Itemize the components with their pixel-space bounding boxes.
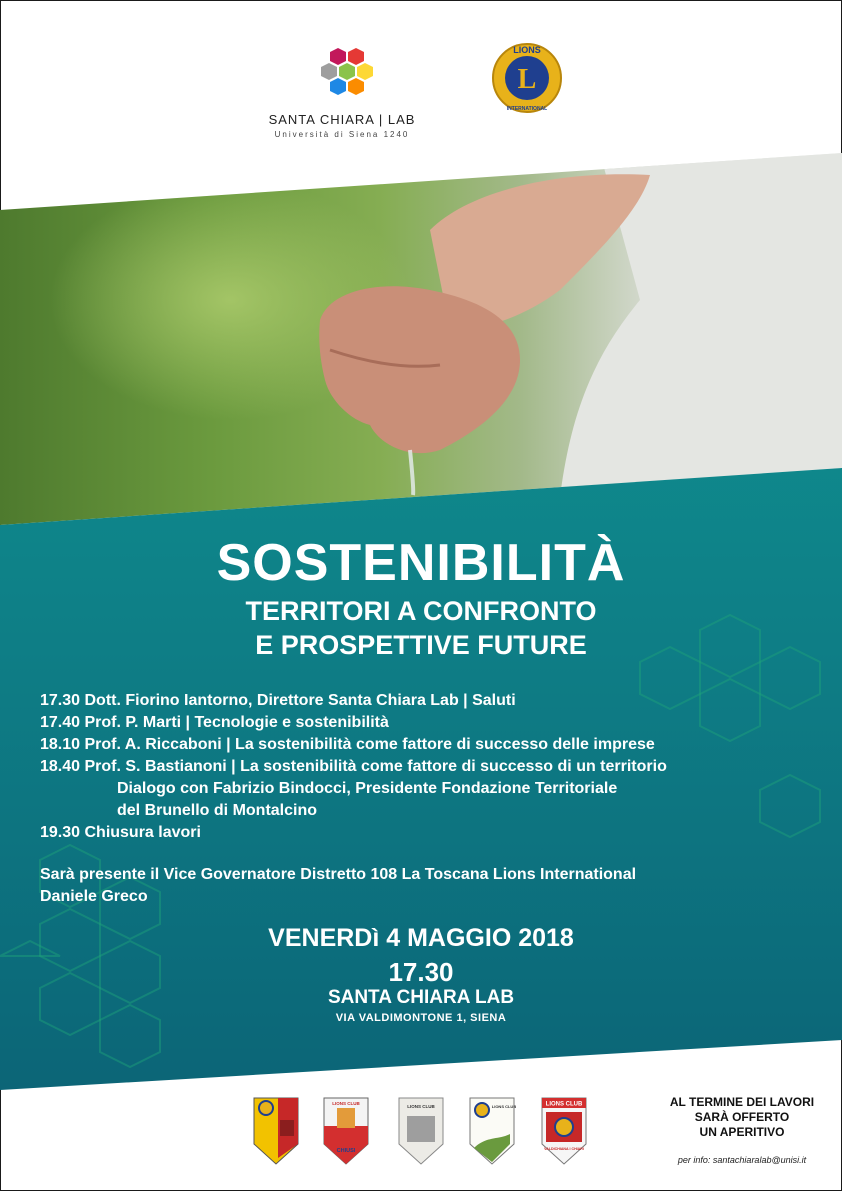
presence-line-2: Daniele Greco [40, 888, 148, 905]
hexagon-cluster-icon [262, 48, 422, 110]
pennant-label: VALDICHIANA I CHIARI [544, 1147, 584, 1151]
presence-line-1: Sarà presente il Vice Governatore Distretto 108 La Toscana Lions International [40, 866, 637, 883]
pennant-label: LIONS CLUB [545, 1101, 583, 1108]
pennant-label: LIONS CLUB [407, 1104, 435, 1109]
contact-info: per info: santachiaralab@unisi.it [677, 1155, 807, 1165]
event-subtitle-line-2: E PROSPETTIVE FUTURE [255, 630, 587, 660]
aperitivo-note [652, 1095, 832, 1140]
program-item: 17.40 Prof. P. Marti | Tecnologie e sostenibilità [40, 714, 389, 731]
event-title: SOSTENIBILITÀ [216, 534, 626, 592]
program-item: 18.40 Prof. S. Bastianoni | La sostenibilità come fattore di successo di un territorio [40, 758, 667, 775]
lions-club-valdichiana-pennant [540, 1096, 588, 1166]
lions-international-logo [487, 38, 567, 118]
pennant-label: CHIUSI [336, 1148, 356, 1154]
program-sub-item: del Brunello di Montalcino [117, 802, 317, 819]
event-program [40, 690, 667, 844]
lions-club-pennant-1 [252, 1096, 300, 1166]
santa-chiara-name: SANTA CHIARA | LAB [268, 112, 416, 127]
event-time: 17.30 [388, 957, 454, 987]
aperitivo-line-3: UN APERITIVO [699, 1125, 785, 1139]
santa-chiara-lab-logo [262, 48, 422, 148]
event-subtitle [0, 594, 842, 662]
santa-chiara-subtitle: Università di Siena 1240 [274, 130, 410, 139]
program-item: 18.10 Prof. A. Riccaboni | La sostenibilità come fattore di successo delle imprese [40, 736, 655, 753]
event-subtitle-line-1: TERRITORI A CONFRONTO [245, 596, 597, 626]
program-item: 19.30 Chiusura lavori [40, 824, 201, 841]
lions-club-pennant-4 [468, 1096, 516, 1166]
lions-club-pennant-3 [397, 1096, 445, 1166]
event-venue: SANTA CHIARA LAB [327, 987, 515, 1008]
pennant-label: LIONS CLUB [491, 1104, 516, 1109]
lions-club-chiusi-pennant [322, 1096, 370, 1166]
pennant-label: LIONS CLUB [332, 1101, 360, 1106]
svg-text:L: L [517, 64, 537, 95]
lions-logo-text: LIONS [513, 45, 541, 55]
aperitivo-line-2: SARÀ OFFERTO [694, 1110, 790, 1124]
event-address: VIA VALDIMONTONE 1, SIENA [335, 1012, 507, 1024]
event-date: VENERDì 4 MAGGIO 2018 [268, 924, 574, 952]
lions-logo-ring-text: INTERNATIONAL [506, 106, 548, 112]
program-item: 17.30 Dott. Fiorino Iantorno, Direttore Santa Chiara Lab | Saluti [40, 692, 516, 709]
aperitivo-line-1: AL TERMINE DEI LAVORI [669, 1095, 815, 1109]
program-sub-item: Dialogo con Fabrizio Bindocci, Presidente Fondazione Territoriale [117, 780, 618, 797]
guest-presence-note [40, 864, 636, 908]
